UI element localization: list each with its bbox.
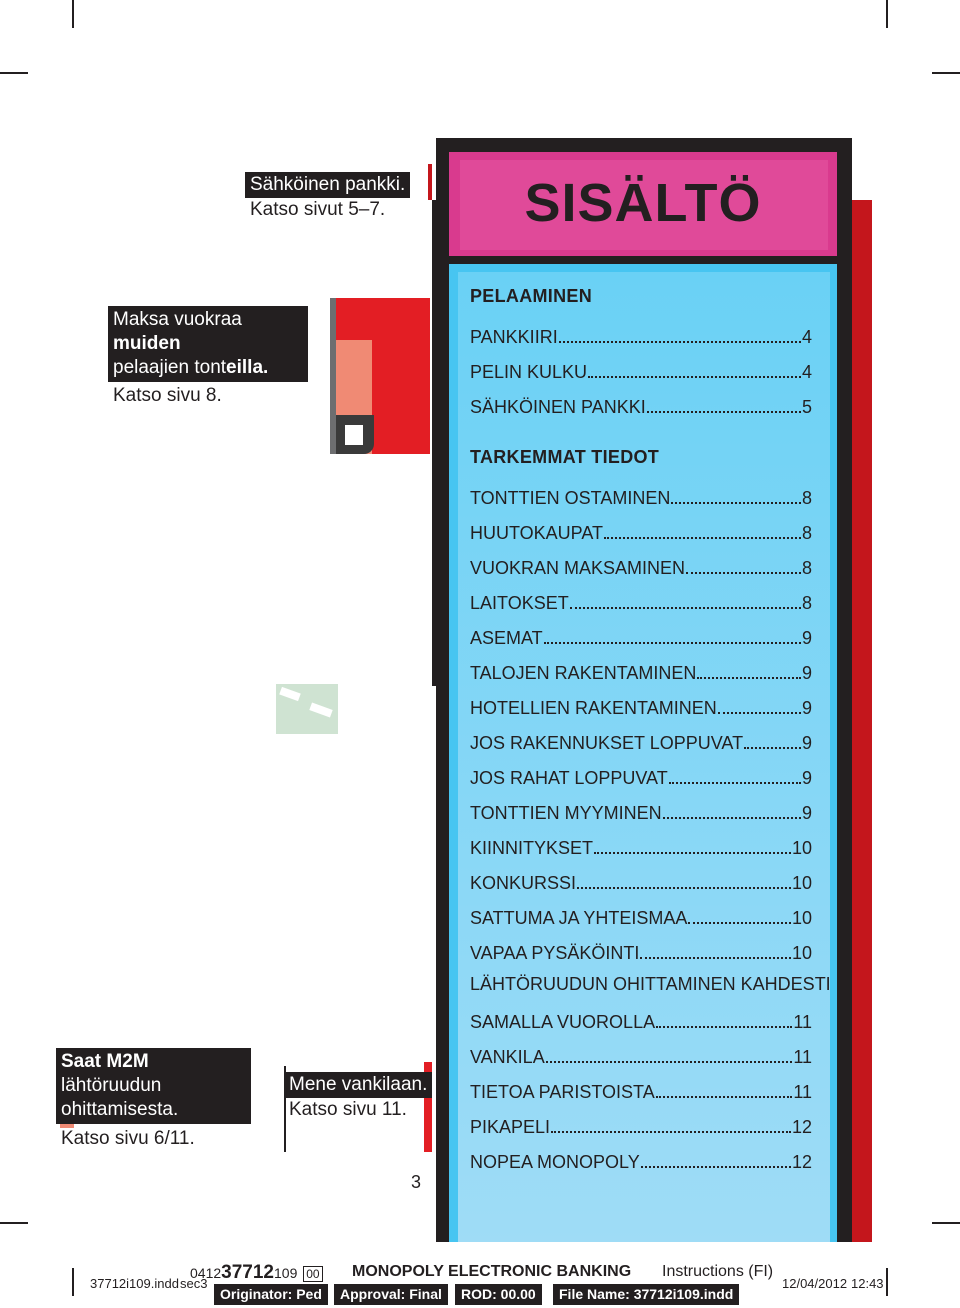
toc-entry-label: LÄHTÖRUUDUN OHITTAMINEN KAHDESTI (470, 974, 831, 994)
callout-go (56, 1048, 251, 1151)
toc-entry (470, 590, 812, 614)
toc-entry-label: SÄHKÖINEN PANKKI (470, 397, 646, 417)
footer-file-name: File Name: 37712i109.indd (553, 1284, 739, 1305)
leader-dots (663, 817, 801, 819)
callout-text: Maksa vuokraa (113, 309, 242, 330)
toc-entry (470, 485, 812, 509)
toc-entry-label: VANKILA (470, 1047, 545, 1067)
toc-entry-page: 8 (801, 523, 812, 543)
callout-text: eilla. (226, 357, 269, 378)
leader-dots (546, 1061, 793, 1063)
toc-entry-label: ASEMAT (470, 628, 543, 648)
leader-dots (604, 537, 801, 539)
callout-text: pelaajien tont (113, 357, 227, 378)
leader-dots (744, 747, 801, 749)
page-number: 3 (411, 1172, 422, 1192)
footer-rod: ROD: 00.00 (455, 1284, 542, 1305)
job-code-box: 00 (303, 1266, 322, 1282)
toc-section-heading: PELAAMINEN (470, 286, 593, 306)
callout-title: Sähköinen pankki. (245, 172, 410, 198)
footer-job-code (190, 1262, 323, 1284)
leader-dots (697, 677, 801, 679)
toc-entry-page: 9 (801, 663, 812, 683)
leader-dots (656, 1096, 793, 1098)
toc-entry-page: 10 (791, 838, 812, 858)
toc-entry (470, 324, 812, 348)
toc-entry (470, 695, 812, 719)
callout-jail (284, 1072, 432, 1122)
leader-dots (688, 922, 791, 924)
toc-entry-page: 9 (801, 803, 812, 823)
toc-entry (470, 1149, 812, 1173)
footer-filename: 37712i109.indd (90, 1276, 179, 1291)
crop-mark (0, 72, 28, 74)
footer-product: MONOPOLY ELECTRONIC BANKING (352, 1263, 632, 1280)
toc-entry (470, 660, 812, 684)
toc-entry (470, 1079, 812, 1103)
leader-dots (656, 1026, 792, 1028)
toc-entry-label: SAMALLA VUOROLLA (470, 1012, 656, 1032)
toc-entry-page: 12 (791, 1117, 812, 1137)
toc-entry-page: 9 (801, 768, 812, 788)
toc-entry-label: KIINNITYKSET (470, 838, 594, 858)
callout-text: ohittamisesta. (61, 1099, 179, 1120)
toc-entry (470, 765, 812, 789)
toc-entry-label: HOTELLIEN RAKENTAMINEN (470, 698, 717, 718)
toc-entry-label: JOS RAHAT LOPPUVAT (470, 768, 668, 788)
leader-dots (594, 852, 791, 854)
toc-entry-page: 11 (793, 1012, 812, 1032)
toc-entry-page: 5 (801, 397, 812, 417)
leader-dots (588, 376, 801, 378)
crop-mark (932, 1222, 960, 1224)
toc-entry-label: SATTUMA JA YHTEISMAA (470, 908, 688, 928)
crop-mark (72, 1268, 74, 1296)
toc-entry-page: 8 (801, 593, 812, 613)
toc-entry-label: TALOJEN RAKENTAMINEN (470, 663, 697, 683)
toc-entry-label: NOPEA MONOPOLY (470, 1152, 640, 1172)
job-code-prefix: 0412 (190, 1265, 222, 1281)
toc-entry (470, 555, 812, 579)
toc-entry-page: 11 (793, 1047, 812, 1067)
toc-section-heading: TARKEMMAT TIEDOT (470, 447, 660, 467)
footer-originator: Originator: Ped (214, 1284, 328, 1305)
toc-entry-page: 4 (801, 327, 812, 347)
leader-dots (641, 1166, 791, 1168)
footer-section: sec3 (180, 1276, 208, 1291)
callout-title: Mene vankilaan. (284, 1072, 432, 1098)
footer-doc-type: Instructions (FI) (662, 1263, 774, 1280)
callout-ref: Katso sivut 5–7. (250, 199, 386, 220)
toc-entry-label: TONTTIEN OSTAMINEN (470, 488, 671, 508)
leader-dots (551, 1131, 791, 1133)
toc-entry-label: KONKURSSI (470, 873, 577, 893)
toc-entry-label: VAPAA PYSÄKÖINTI (470, 943, 640, 963)
toc-entry (470, 394, 812, 418)
toc-entry-page: 10 (791, 908, 812, 928)
crop-mark (72, 0, 74, 28)
footer-approval: Approval: Final (334, 1284, 448, 1305)
callout-ref: Katso sivu 8. (113, 385, 222, 406)
toc-entry-label: PANKKIIRI (470, 327, 558, 347)
crop-mark (886, 0, 888, 28)
crop-mark (932, 72, 960, 74)
toc-entry (470, 730, 812, 754)
toc-entry-page: 10 (791, 943, 812, 963)
toc-entry-page: 9 (801, 698, 812, 718)
callout-electronic-bank (245, 172, 410, 222)
toc-entry-page: 10 (791, 873, 812, 893)
toc-entry (470, 1114, 812, 1138)
footer-time: 12:43 (851, 1276, 884, 1291)
callout-text: muiden (113, 333, 181, 354)
leader-dots (570, 607, 801, 609)
callout-text: Saat (61, 1051, 107, 1072)
leader-dots (647, 411, 801, 413)
leader-dots (640, 957, 791, 959)
toc-entry-label: JOS RAKENNUKSET LOPPUVAT (470, 733, 744, 753)
toc-entry-label: VUOKRAN MAKSAMINEN (470, 558, 686, 578)
crop-mark (0, 1222, 28, 1224)
toc-entry (470, 1009, 812, 1033)
toc-entry-page: 9 (801, 733, 812, 753)
callout-ref: Katso sivu 6/11. (61, 1128, 195, 1149)
toc-entry-page: 8 (801, 488, 812, 508)
toc-entry-label: LAITOKSET (470, 593, 569, 613)
toc-entry (470, 940, 812, 964)
job-code-main: 37712 (221, 1262, 274, 1283)
toc-entry-label: PELIN KULKU (470, 362, 588, 382)
toc-entry (470, 905, 812, 929)
callout-rent (108, 306, 308, 408)
leader-dots (559, 341, 801, 343)
toc-entry-page: 8 (801, 558, 812, 578)
toc-entry-label: PIKAPELI (470, 1117, 551, 1137)
leader-dots (577, 887, 791, 889)
toc-entry (470, 359, 812, 383)
callout-ref: Katso sivu 11. (289, 1099, 407, 1120)
toc-entry-page: 9 (801, 628, 812, 648)
toc-entry (470, 870, 812, 894)
callout-text: lähtöruudun (61, 1075, 162, 1096)
toc-entry (470, 520, 812, 544)
monopoly-money-symbol: M2M (106, 1051, 149, 1072)
toc-entry-page: 4 (801, 362, 812, 382)
toc-entry-label: TONTTIEN MYYMINEN (470, 803, 662, 823)
leader-dots (669, 782, 801, 784)
toc-entry-label: HUUTOKAUPAT (470, 523, 604, 543)
leader-dots (671, 502, 801, 504)
toc-entry (470, 800, 812, 824)
board-image-fragment (428, 164, 432, 200)
toc-entry (470, 1044, 812, 1068)
toc-entry-page: 11 (793, 1082, 812, 1102)
toc-title: SISÄLTÖ (524, 173, 762, 233)
leader-dots (718, 712, 801, 714)
leader-dots (544, 642, 801, 644)
job-code-suffix: 109 (274, 1265, 298, 1281)
crop-mark (886, 1268, 888, 1296)
footer-date: 12/04/2012 (782, 1276, 848, 1291)
toc-entry (470, 625, 812, 649)
toc-entry (470, 835, 812, 859)
leader-dots (686, 572, 801, 574)
board-image-fragment (345, 425, 363, 445)
toc-entry-page: 12 (791, 1152, 812, 1172)
toc-shadow (850, 200, 872, 1242)
toc-entry-label: TIETOA PARISTOISTA (470, 1082, 655, 1102)
